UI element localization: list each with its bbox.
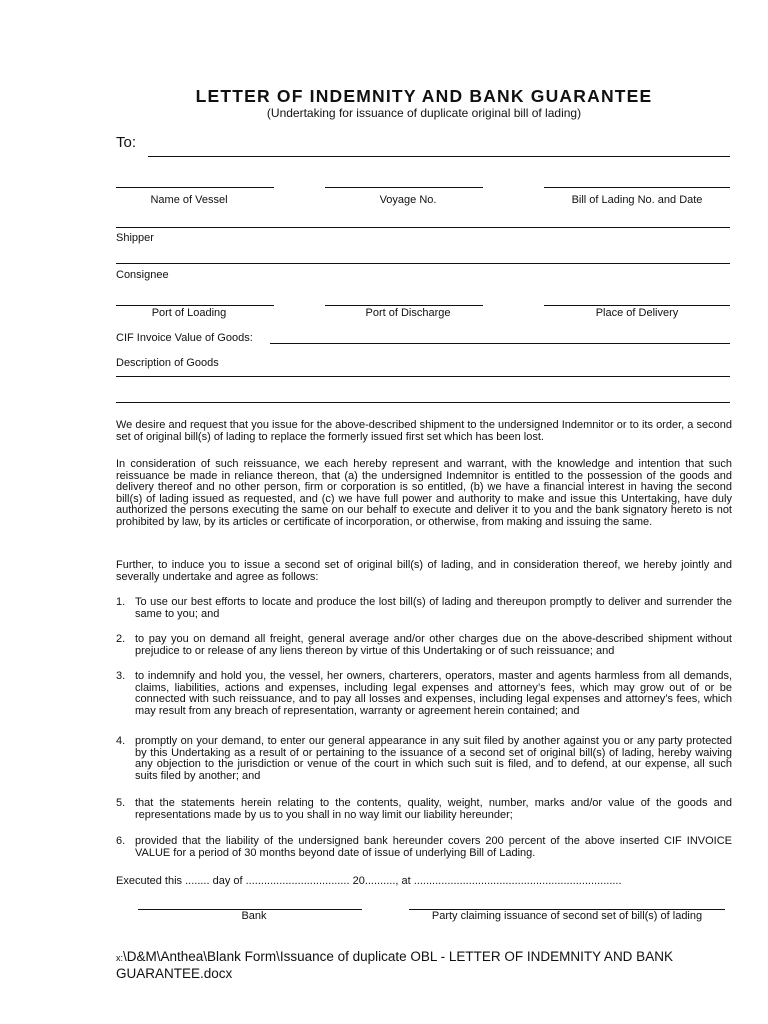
- bank-label: Bank: [241, 910, 267, 922]
- vessel-field-line[interactable]: [116, 187, 274, 188]
- item-number: 5.: [116, 797, 126, 809]
- description-field-line-2[interactable]: [116, 402, 730, 403]
- pod-field-line[interactable]: [325, 305, 483, 306]
- item-number: 2.: [116, 633, 126, 645]
- shipper-label: Shipper: [116, 232, 154, 244]
- vessel-label: Name of Vessel: [150, 194, 228, 206]
- paragraph-request: We desire and request that you issue for the above-described shipment to the undersigned Indemnitor or to its order, a second set of original bill(s) of lading to replace the formerly issued first set which has been lost.: [116, 419, 732, 443]
- to-label: To:: [116, 134, 137, 151]
- description-field-line-1[interactable]: [116, 376, 730, 377]
- bol-field-line[interactable]: [544, 187, 730, 188]
- document-subtitle: (Undertaking for issuance of duplicate original bill of lading): [266, 106, 582, 120]
- item-text: provided that the liability of the undersigned bank hereunder covers 200 percent of the above inserted CIF INVOICE VALUE for a period of 30 months beyond date of issue of underlying Bill of Lading.: [135, 835, 732, 859]
- voyage-field-line[interactable]: [325, 187, 483, 188]
- list-item: [116, 671, 732, 717]
- executed-line[interactable]: Executed this ........ day of .................................. 20.........., at ....................................................................: [116, 875, 622, 887]
- item-text: that the statements herein relating to the contents, quality, weight, number, marks and/or value of the goods and representations made by us to you shall in no way limit our liability hereunder;: [135, 797, 732, 821]
- pod-label: Port of Discharge: [365, 307, 451, 319]
- consignee-field-line[interactable]: [116, 263, 730, 264]
- item-text: to indemnify and hold you, the vessel, her owners, charterers, operators, master and agents harmless from all demands, claims, liabilities, actions and expenses, including legal expenses and attorney’s fees, which may grow out of or be connected with such reissuance, and to pay all losses and expenses, including legal expenses and attorney’s fees, which may result from any breach of representation, warranty or agreement herein contained; and: [135, 670, 732, 717]
- item-text: to pay you on demand all freight, general average and/or other charges due on the above-described shipment without prejudice to or release of any liens thereon by virtue of this Undertaking or of such reissuance; and: [135, 633, 732, 657]
- bol-label: Bill of Lading No. and Date: [571, 194, 703, 206]
- document-title: LETTER OF INDEMNITY AND BANK GUARANTEE: [195, 86, 653, 106]
- drive-prefix: x:: [116, 953, 124, 963]
- consignee-label: Consignee: [116, 269, 169, 281]
- list-item: [116, 836, 732, 859]
- item-number: 1.: [116, 596, 126, 608]
- list-item: [116, 634, 732, 657]
- voyage-label: Voyage No.: [379, 194, 437, 206]
- delivery-field-line[interactable]: [544, 305, 730, 306]
- list-item: [116, 736, 732, 782]
- item-number: 6.: [116, 835, 126, 847]
- cif-field-line[interactable]: [270, 343, 730, 344]
- file-path-footer: [116, 949, 736, 981]
- party-label: Party claiming issuance of second set of bill(s) of lading: [431, 910, 703, 922]
- item-text: promptly on your demand, to enter our general appearance in any suit filed by another against you or any party protected by this Undertaking as a result of or pertaining to the issuance of a second set of original bill(s) of lading, hereby waiving any objection to the jurisdiction or venue of the court in which such suit is filed, and to defend, at our expense, all such suits filed by another; and: [135, 735, 732, 782]
- paragraph-undertaking: Further, to induce you to issue a second set of original bill(s) of lading, and in consideration thereof, we hereby jointly and severally undertake and agree as follows:: [116, 559, 732, 583]
- list-item: [116, 597, 732, 620]
- delivery-label: Place of Delivery: [595, 307, 679, 319]
- item-text: To use our best efforts to locate and produce the lost bill(s) of lading and thereupon promptly to deliver and surrender the same to you; and: [135, 596, 732, 620]
- cif-label: CIF Invoice Value of Goods:: [116, 332, 253, 344]
- description-label: Description of Goods: [116, 357, 219, 369]
- list-item: [116, 798, 732, 821]
- shipper-field-line[interactable]: [116, 227, 730, 228]
- item-number: 3.: [116, 670, 126, 682]
- pol-label: Port of Loading: [151, 307, 227, 319]
- to-field-line[interactable]: [148, 156, 730, 157]
- file-path: \D&M\Anthea\Blank Form\Issuance of duplicate OBL - LETTER OF INDEMNITY AND BANK GUARANTEE.docx: [116, 949, 673, 981]
- paragraph-consideration: In consideration of such reissuance, we each hereby represent and warrant, with the knowledge and intention that such reissuance be made in reliance thereon, that (a) the undersigned Indemnitor is entitled to the possession of the goods and delivery thereof and no other person, firm or corporation is so entitled, (b) we have a financial interest in having the second bill(s) of lading issued as requested, and (c) we have full power and authority to make and issue this Untertaking, have duly authorized the persons executing the same on our behalf to execute and deliver it to you and the bank signatory hereto is not prohibited by law, by its articles or certificate of incorporation, or otherwise, from making and issuing the same.: [116, 458, 732, 528]
- pol-field-line[interactable]: [116, 305, 274, 306]
- item-number: 4.: [116, 735, 126, 747]
